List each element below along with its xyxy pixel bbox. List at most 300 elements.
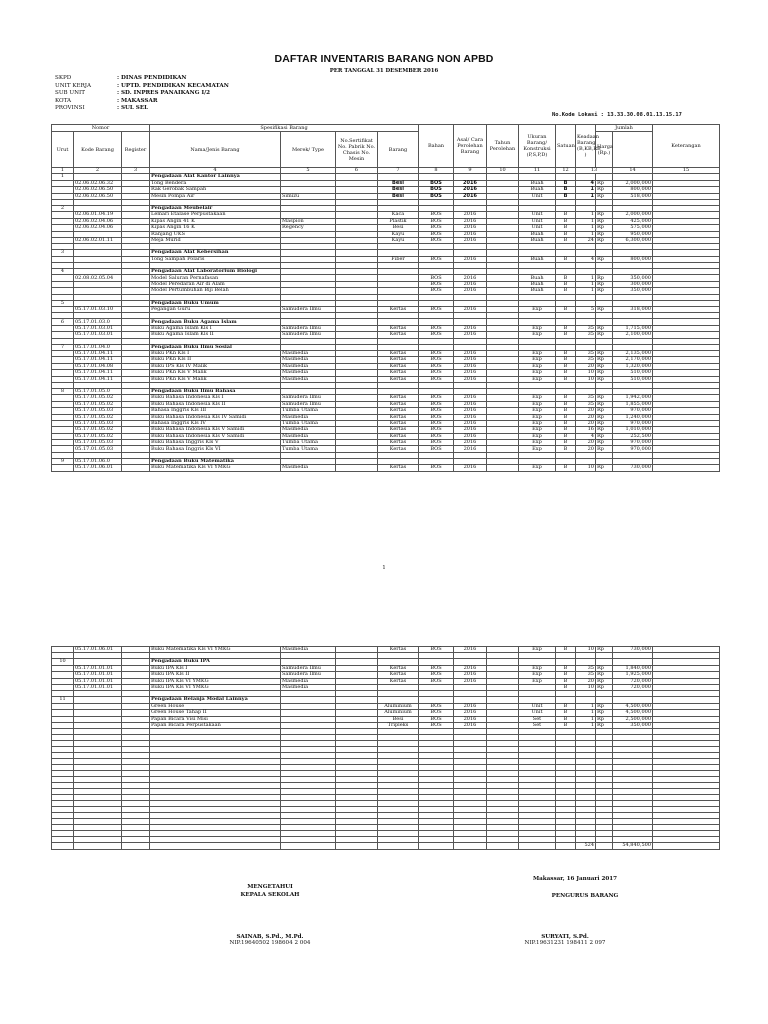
cell-nama: Ranjang UKS	[150, 231, 281, 237]
cell-satuan: Unit	[519, 193, 556, 199]
cell-kode: 05.17.01.04.11	[74, 350, 122, 356]
cell-nama: Buku Bahasa Indonesia Kls IV Samidi	[150, 414, 281, 420]
cell-kode: 05.17.01.06.01	[74, 465, 122, 471]
meta-row	[55, 98, 229, 106]
cell-harga: 425,000	[613, 218, 653, 224]
cell-merek: Samudera Ilmu	[281, 332, 336, 338]
meta-value: : UPTD. PENDIDIKAN KECAMATAN	[117, 82, 229, 89]
cell-asal: BOS	[419, 357, 454, 363]
cell-jumlah: 1	[576, 722, 596, 728]
cell-kode: 05.17.01.03.0	[74, 319, 122, 325]
cell-merek: Masmedia	[281, 376, 336, 382]
cell-nama: Pengadaan Buku Umum	[150, 300, 281, 306]
cell-harga: 2,100,000	[613, 332, 653, 338]
cell-merek: Masmedia	[281, 647, 336, 653]
cell-jumlah: 1	[576, 225, 596, 231]
cell-nama: Kipas Angin 16 K	[150, 225, 281, 231]
cell-nama: Kipas Angin 41 K	[150, 218, 281, 224]
cell-kode: 02.06.01.04.19	[74, 212, 122, 218]
cell-kode: 05.17.01.04.11	[74, 357, 122, 363]
cell-keadaan: B	[556, 332, 576, 338]
cell-harga: 730,000	[613, 647, 653, 653]
column-number: 11	[519, 168, 556, 174]
cell-nama: Buku Bahasa Indonesia Kls V Samidi	[150, 427, 281, 433]
meta-row	[55, 105, 229, 113]
cell-keadaan: B	[556, 275, 576, 281]
cell-nama: Buku PKn Kls I	[150, 350, 281, 356]
cell-satuan: Exp	[519, 465, 556, 471]
cell-rp: Rp	[596, 212, 613, 218]
cell-tahun: 2016	[454, 414, 487, 420]
cell-satuan: Buah	[519, 275, 556, 281]
cell-keadaan: B	[556, 401, 576, 407]
cell-nama: Pengadaan Alat Laboratorium Biologi	[150, 269, 281, 275]
cell-bahan: Kertas	[378, 672, 419, 678]
cell-bahan: Kertas	[378, 446, 419, 452]
cell-asal: BOS	[419, 363, 454, 369]
column-number: 6	[336, 168, 378, 174]
cell-keadaan: B	[556, 225, 576, 231]
cell-bahan: Besi	[378, 225, 419, 231]
cell-rp: Rp	[596, 665, 613, 671]
cell-kode: 05.17.01.05.02	[74, 433, 122, 439]
cell-satuan: Unit	[519, 212, 556, 218]
cell-keadaan: B	[556, 376, 576, 382]
cell-rp: Rp	[596, 678, 613, 684]
cell-rp: Rp	[596, 218, 613, 224]
cell-asal: BOS	[419, 433, 454, 439]
cell-rp: Rp	[596, 363, 613, 369]
cell-keadaan: B	[556, 350, 576, 356]
cell-bahan: Kayu	[378, 231, 419, 237]
column-number: 12	[556, 168, 576, 174]
cell-satuan: Unit	[519, 218, 556, 224]
cell-bahan: Besi	[378, 193, 419, 199]
cell-nama: Buku Bahasa Indonesia Kls II	[150, 401, 281, 407]
cell-jumlah: 35	[576, 357, 596, 363]
cell-bahan: Kertas	[378, 408, 419, 414]
cell-keadaan: B	[556, 684, 576, 690]
cell-rp	[596, 843, 613, 849]
cell-urut: 3	[52, 250, 74, 256]
cell-jumlah: 35	[576, 401, 596, 407]
cell-harga: 800,000	[613, 187, 653, 193]
left-title2: KEPALA SEKOLAH	[240, 892, 300, 898]
column-number: 4	[150, 168, 281, 174]
right-nip: NIP.19631231 198411 2 097	[524, 940, 606, 946]
cell-satuan: Exp	[519, 395, 556, 401]
cell-harga: 4,500,000	[613, 703, 653, 709]
cell-keadaan: B	[556, 665, 576, 671]
meta-block	[55, 75, 229, 113]
cell-satuan: Exp	[519, 427, 556, 433]
cell-bahan: Kertas	[378, 433, 419, 439]
cell-bahan: Kertas	[378, 325, 419, 331]
cell-bahan: Kertas	[378, 332, 419, 338]
cell-urut: 11	[52, 697, 74, 703]
cell-rp: Rp	[596, 703, 613, 709]
table-row	[52, 465, 720, 471]
cell-kode	[74, 843, 122, 849]
cell-kode: 02.08.02.05.04	[74, 275, 122, 281]
cell-nama: Papan Bicara Visi Misi	[150, 716, 281, 722]
cell-keadaan: B	[556, 716, 576, 722]
cell-jumlah: 1	[576, 716, 596, 722]
cell-bahan: Kertas	[378, 420, 419, 426]
total-row	[52, 843, 720, 849]
cell-satuan: Exp	[519, 370, 556, 376]
cell-nama: Pengadaan Alat Kantor Lainnya	[150, 174, 281, 180]
header-sertifikat: No.Sertifikat No. Pabrik No. Chasis No. Mesin	[336, 132, 378, 168]
cell-tahun: 2016	[454, 440, 487, 446]
cell-tahun: 2016	[454, 395, 487, 401]
cell-rp: Rp	[596, 350, 613, 356]
cell-bahan: Kertas	[378, 363, 419, 369]
cell-asal: BOS	[419, 665, 454, 671]
cell-tahun: 2016	[454, 237, 487, 243]
cell-harga: 350,000	[613, 722, 653, 728]
cell-rp: Rp	[596, 237, 613, 243]
cell-kode: 05.17.01.04.11	[74, 376, 122, 382]
cell-kode: 02.06.02.04.06	[74, 225, 122, 231]
cell-tahun: 2016	[454, 665, 487, 671]
cell-jumlah: 24	[576, 237, 596, 243]
cell-keadaan: B	[556, 218, 576, 224]
cell-nama: Buku IPA Kls VI YMKG	[150, 678, 281, 684]
cell-asal: BOS	[419, 212, 454, 218]
cell-jumlah: 20	[576, 440, 596, 446]
cell-rp: Rp	[596, 332, 613, 338]
cell-nama: Model Saluran Pernafasan	[150, 275, 281, 281]
cell-urut	[52, 465, 74, 471]
header-bahan: Bahan	[419, 125, 454, 168]
cell-jumlah: 20	[576, 363, 596, 369]
cell-tahun: 2016	[454, 647, 487, 653]
cell-nama: Model Peredaran Air di Alam	[150, 281, 281, 287]
cell-bahan: Kertas	[378, 350, 419, 356]
header-barang: Barang	[378, 132, 419, 168]
cell-tahun: 2016	[454, 307, 487, 313]
cell-merek: Simizu	[281, 193, 336, 199]
cell-bahan: Fiber	[378, 256, 419, 262]
cell-nama: Lemari Etalase Perpustakaan	[150, 212, 281, 218]
cell-jumlah: 35	[576, 665, 596, 671]
cell-tahun: 2016	[454, 350, 487, 356]
cell-jumlah: 1	[576, 231, 596, 237]
cell-asal: BOS	[419, 401, 454, 407]
cell-rp: Rp	[596, 408, 613, 414]
cell-rp: Rp	[596, 722, 613, 728]
cell-nama: Buku Bahasa Inggris Kls V	[150, 440, 281, 446]
cell-harga: 1,715,000	[613, 325, 653, 331]
cell-bahan: Aluminium	[378, 710, 419, 716]
header-jumlah: Jumlah	[596, 125, 653, 132]
cell-bahan: Besi	[378, 716, 419, 722]
cell-nama: Meja Murid	[150, 237, 281, 243]
cell-keadaan: B	[556, 180, 576, 186]
header-kode: Kode Barang	[74, 132, 122, 168]
cell-tahun: 2016	[454, 325, 487, 331]
cell-bahan: Besi	[378, 187, 419, 193]
meta-value: : SUL SEL	[117, 105, 149, 112]
cell-keadaan: B	[556, 187, 576, 193]
cell-asal: BOS	[419, 440, 454, 446]
cell-bahan: Aluminium	[378, 703, 419, 709]
cell-jumlah: 1	[576, 218, 596, 224]
left-nip: NIP.19640502 198604 2 004	[229, 940, 311, 946]
cell-harga: 2,000,000	[613, 212, 653, 218]
right-signature	[490, 934, 640, 946]
cell-asal: BOS	[419, 446, 454, 452]
left-signature	[195, 934, 345, 946]
cell-satuan: Exp	[519, 433, 556, 439]
cell-harga: 970,000	[613, 446, 653, 452]
header-nomor: Nomor	[52, 125, 150, 132]
cell-jumlah: 20	[576, 420, 596, 426]
cell-keadaan: B	[556, 703, 576, 709]
cell-keadaan: B	[556, 427, 576, 433]
cell-jumlah: 5	[576, 307, 596, 313]
header-nama: Nama/Jenis Barang	[150, 132, 281, 168]
cell-satuan: Exp	[519, 350, 556, 356]
cell-asal: BOS	[419, 420, 454, 426]
cell-register	[122, 465, 150, 471]
cell-rp: Rp	[596, 684, 613, 690]
cell-tahun: 2016	[454, 401, 487, 407]
cell-nama: Buku Bahasa Indonesia Kls I	[150, 395, 281, 401]
cell-harga: 318,000	[613, 307, 653, 313]
cell-bahan: Kertas	[378, 665, 419, 671]
cell-harga: 1,010,000	[613, 427, 653, 433]
cell-jumlah: 1	[576, 288, 596, 294]
meta-value: : SD. INPRES PANAIKANG I/2	[117, 90, 211, 97]
cell-harga: 950,000	[613, 231, 653, 237]
cell-asal: BOS	[419, 218, 454, 224]
cell-asal: BOS	[419, 376, 454, 382]
cell-tahun: 2016	[454, 193, 487, 199]
cell-nama: Pengadaan Buku Matematika	[150, 458, 281, 464]
cell-kode: 05.17.01.05.0	[74, 388, 122, 394]
cell-bahan: Tripleks	[378, 722, 419, 728]
cell-merek: Masmedia	[281, 357, 336, 363]
cell-kode: 02.06.02.06.50	[74, 187, 122, 193]
cell-asal: BOS	[419, 678, 454, 684]
cell-urut: 7	[52, 344, 74, 350]
cell-bahan: Kertas	[378, 647, 419, 653]
cell-tahun: 2016	[454, 231, 487, 237]
cell-jumlah: 20	[576, 446, 596, 452]
cell-jumlah: 1	[576, 275, 596, 281]
cell-nama: Pengadaan Alat Kebersihan	[150, 250, 281, 256]
cell-kode: 05.17.01.01.01	[74, 684, 122, 690]
cell-rp: Rp	[596, 180, 613, 186]
cell-kode: 05.17.01.01.01	[74, 665, 122, 671]
cell-keadaan: B	[556, 288, 576, 294]
cell-merek: Regency	[281, 225, 336, 231]
cell-harga: 970,000	[613, 420, 653, 426]
cell-nama: Buku IPA Kls I	[150, 665, 281, 671]
cell-keadaan: B	[556, 395, 576, 401]
cell-harga: 1,855,000	[613, 401, 653, 407]
cell-kode: 05.17.01.05.03	[74, 440, 122, 446]
header-spesifikasi: Spesifikasi Barang	[150, 125, 419, 132]
cell-asal: BOS	[419, 350, 454, 356]
cell-asal: BOS	[419, 370, 454, 376]
cell-asal: BOS	[419, 332, 454, 338]
cell-tahun: 2016	[454, 332, 487, 338]
cell-keadaan: B	[556, 370, 576, 376]
cell-satuan: Buah	[519, 187, 556, 193]
cell-asal: BOS	[419, 647, 454, 653]
cell-nama: Buku Matematika Kls VI YMKG	[150, 465, 281, 471]
cell-tahun: 2016	[454, 212, 487, 218]
cell-kode: 05.17.01.03.10	[74, 307, 122, 313]
cell-register	[122, 843, 150, 849]
cell-tahun: 2016	[454, 678, 487, 684]
cell-nama: Buku Bahasa Indonesia Kls V Samidi	[150, 433, 281, 439]
cell-merek: Masmedia	[281, 350, 336, 356]
cell-asal: BOS	[419, 465, 454, 471]
cell-bahan: Kertas	[378, 357, 419, 363]
cell-rp: Rp	[596, 433, 613, 439]
cell-tahun: 2016	[454, 465, 487, 471]
cell-rp: Rp	[596, 288, 613, 294]
header-asal: Asal/ Cara Perolehan Barang	[454, 125, 487, 168]
cell-asal: BOS	[419, 281, 454, 287]
cell-jumlah: 10	[576, 376, 596, 382]
cell-satuan: Exp	[519, 376, 556, 382]
cell-kode: 05.17.01.04.0	[74, 344, 122, 350]
cell-urut: 9	[52, 458, 74, 464]
cell-rp: Rp	[596, 647, 613, 653]
cell-harga: 2,500,000	[613, 716, 653, 722]
column-number: 10	[487, 168, 519, 174]
cell-nama: Pengadaan Buku Ilmu Bahasa	[150, 388, 281, 394]
cell-bahan: Kertas	[378, 427, 419, 433]
cell-rp: Rp	[596, 710, 613, 716]
cell-satuan: Exp	[519, 678, 556, 684]
cell-tahun: 2016	[454, 180, 487, 186]
column-number: 15	[653, 168, 720, 174]
cell-nama: Green House	[150, 703, 281, 709]
cell-urut: 6	[52, 319, 74, 325]
cell-kode: 05.17.01.05.03	[74, 408, 122, 414]
cell-rp: Rp	[596, 281, 613, 287]
cell-kode: 05.17.01.05.02	[74, 401, 122, 407]
cell-nama: Pengadaan Belanja Modal Lainnya	[150, 697, 281, 703]
cell-rp: Rp	[596, 427, 613, 433]
cell-jumlah: 35	[576, 350, 596, 356]
cell-satuan: Buah	[519, 288, 556, 294]
cell-merek: Samudera Ilmu	[281, 665, 336, 671]
cell-tahun: 2016	[454, 370, 487, 376]
cell-tahun: 2016	[454, 710, 487, 716]
cell-tahun: 2016	[454, 256, 487, 262]
cell-nama: Buku PKn Kls V Malik	[150, 376, 281, 382]
cell-tahun: 2016	[454, 288, 487, 294]
cell-jumlah: 35	[576, 395, 596, 401]
cell-satuan: Exp	[519, 307, 556, 313]
cell-tahun: 2016	[454, 672, 487, 678]
cell-asal: BOS	[419, 722, 454, 728]
cell-keadaan: B	[556, 440, 576, 446]
cell-asal: BOS	[419, 427, 454, 433]
cell-nama: Pengadaan Buku Ilmu Sosial	[150, 344, 281, 350]
cell-jumlah: 4	[576, 256, 596, 262]
cell-harga: 720,000	[613, 684, 653, 690]
column-number: 14	[613, 168, 653, 174]
cell-tahun: 2016	[454, 427, 487, 433]
cell-jumlah: 35	[576, 325, 596, 331]
cell-ukuran	[487, 465, 519, 471]
cell-asal: BOS	[419, 716, 454, 722]
cell-keadaan: B	[556, 722, 576, 728]
cell-satuan: Exp	[519, 357, 556, 363]
cell-satuan: Exp	[519, 440, 556, 446]
cell-merek: Tumba Utama	[281, 420, 336, 426]
cell-kode: 02.06.02.06.32	[74, 180, 122, 186]
cell-harga: 2,135,000	[613, 350, 653, 356]
cell-rp: Rp	[596, 225, 613, 231]
meta-value: : MAKASSAR	[117, 97, 158, 104]
cell-harga: 1,942,000	[613, 395, 653, 401]
cell-merek: Samudera Ilmu	[281, 401, 336, 407]
cell-nama: Pengadaan Buku Agama Islam	[150, 319, 281, 325]
cell-keadaan	[556, 843, 576, 849]
cell-nama: Tong Sampah Polaris	[150, 256, 281, 262]
cell-harga: 575,000	[613, 225, 653, 231]
cell-tahun: 2016	[454, 716, 487, 722]
cell-satuan: Buah	[519, 256, 556, 262]
cell-asal: BOS	[419, 237, 454, 243]
cell-merek: Tumba Utama	[281, 446, 336, 452]
cell-merek: Masmedia	[281, 370, 336, 376]
cell-satuan: Unit	[519, 225, 556, 231]
cell-satuan: Buah	[519, 180, 556, 186]
cell-asal: BOS	[419, 710, 454, 716]
column-number: 13	[576, 168, 613, 174]
cell-asal: BOS	[419, 288, 454, 294]
cell-bahan: Kertas	[378, 401, 419, 407]
cell-nama: Buku Agama Islam Kls I	[150, 325, 281, 331]
cell-urut: 8	[52, 388, 74, 394]
cell-satuan: Exp	[519, 408, 556, 414]
cell-bahan: Kaca	[378, 212, 419, 218]
cell-satuan: Exp	[519, 414, 556, 420]
cell-keadaan: B	[556, 446, 576, 452]
cell-nama	[150, 843, 281, 849]
cell-harga: 510,000	[613, 370, 653, 376]
header-tahun: Tahun Perolehan	[487, 125, 519, 168]
cell-jumlah: 1	[576, 281, 596, 287]
cell-satuan: Exp	[519, 446, 556, 452]
column-number: 5	[281, 168, 336, 174]
cell-keadaan: B	[556, 212, 576, 218]
cell-jumlah: 10	[576, 684, 596, 690]
left-name: SAINAB, S.Pd., M.Pd.	[236, 934, 304, 940]
cell-asal: BOS	[419, 395, 454, 401]
cell-harga: 4,500,000	[613, 710, 653, 716]
cell-bahan: Kertas	[378, 307, 419, 313]
cell-merek: Samudera Ilmu	[281, 395, 336, 401]
cell-harga: 730,000	[613, 465, 653, 471]
column-number: 3	[122, 168, 150, 174]
cell-rp: Rp	[596, 193, 613, 199]
cell-kode: 05.17.01.05.02	[74, 395, 122, 401]
cell-tahun: 2016	[454, 376, 487, 382]
cell-merek: Samudera Ilmu	[281, 672, 336, 678]
cell-tahun: 2016	[454, 281, 487, 287]
